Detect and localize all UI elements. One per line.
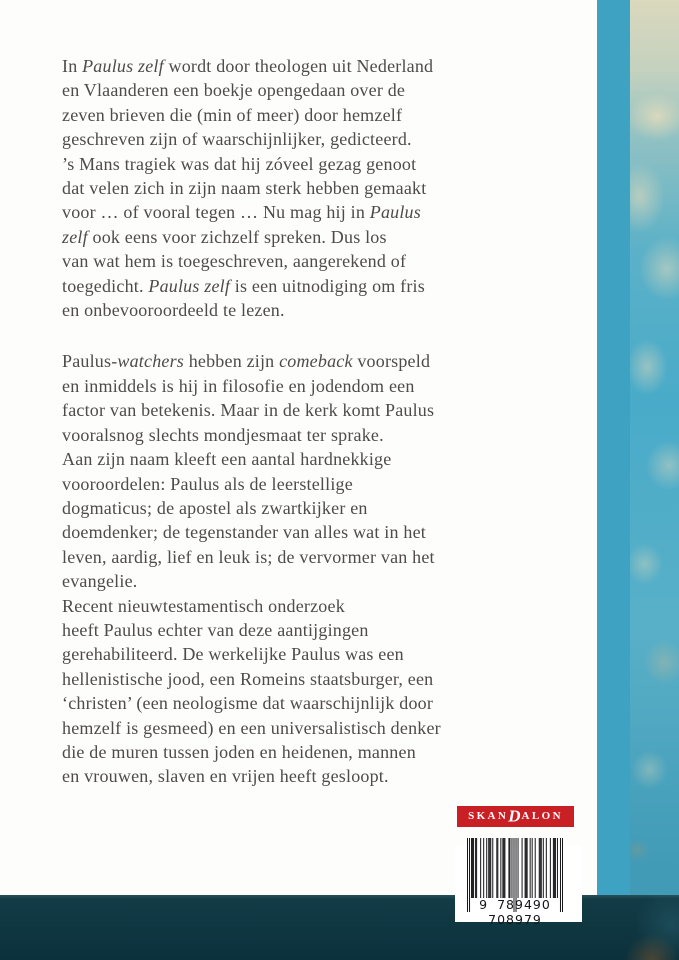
back-cover-text (62, 54, 542, 789)
text-line: leven, aardig, lief en leuk is; de vervormer van het (62, 546, 435, 567)
cover-texture-edge (630, 0, 679, 895)
text-line: geschreven zijn of waarschijnlijker, gedicteerd. (62, 129, 412, 150)
text-line: en vrouwen, slaven en vrijen heeft gesloopt. (62, 766, 389, 787)
text-line: zelf ook eens voor zichzelf spreken. Dus los (62, 226, 387, 247)
text-line: en Vlaanderen een boekje opengedaan over de (62, 80, 406, 101)
publisher-name-cap-d: D (508, 806, 521, 826)
text-line: In Paulus zelf wordt door theologen uit Nederland (62, 56, 434, 76)
text-line: hellenistische jood, een Romeins staatsburger, een (62, 668, 434, 689)
text-line: vooroordelen: Paulus als de leerstellige (62, 473, 353, 494)
paragraph (62, 54, 542, 322)
text-line: toegedicht. Paulus zelf is een uitnodiging om fris (62, 275, 425, 296)
text-line: evangelie. (62, 571, 138, 592)
text-line: en inmiddels is hij in filosofie en jodendom een (62, 375, 415, 396)
text-line: ‘christen’ (een neologisme dat waarschijnlijk door (62, 693, 434, 714)
text-line: voor … of vooral tegen … Nu mag hij in Paulus (62, 202, 421, 223)
text-line: en onbevooroordeeld te lezen. (62, 300, 285, 321)
text-line: vooralsnog slechts mondjesmaat ter sprake. (62, 424, 384, 445)
text-line: dogmaticus; de apostel als zwartkijker en (62, 497, 368, 518)
publisher-name-post: ALON (521, 810, 563, 822)
isbn-number: 9 789490 708979 (479, 897, 551, 927)
text-line: hemzelf is gesmeed) en een universalistisch denker (62, 717, 441, 738)
text-line: Recent nieuwtestamentisch onderzoek (62, 595, 345, 616)
text-line: doemdenker; de tegenstander van alles wat in het (62, 522, 426, 543)
publisher-logo (457, 806, 574, 827)
text-line: gerehabiliteerd. De werkelijke Paulus was een (62, 644, 404, 665)
text-line: ’s Mans tragiek was dat hij zóveel gezag genoot (62, 153, 417, 174)
text-line: van wat hem is toegeschreven, aangerekend of (62, 251, 407, 272)
paragraph (62, 349, 542, 788)
text-line: Paulus-watchers hebben zijn comeback voorspeld (62, 351, 431, 372)
text-line: heeft Paulus echter van deze aantijgingen (62, 619, 369, 640)
text-line: Aan zijn naam kleeft een aantal hardnekkige (62, 449, 392, 470)
text-line: dat velen zich in zijn naam sterk hebben gemaakt (62, 178, 427, 199)
text-line: die de muren tussen joden en heidenen, mannen (62, 741, 416, 762)
text-line: factor van betekenis. Maar in de kerk komt Paulus (62, 400, 435, 421)
publisher-name-pre: SKAN (468, 810, 509, 822)
spine-strip (597, 0, 630, 895)
text-line: zeven brieven die (min of meer) door hemzelf (62, 104, 403, 125)
